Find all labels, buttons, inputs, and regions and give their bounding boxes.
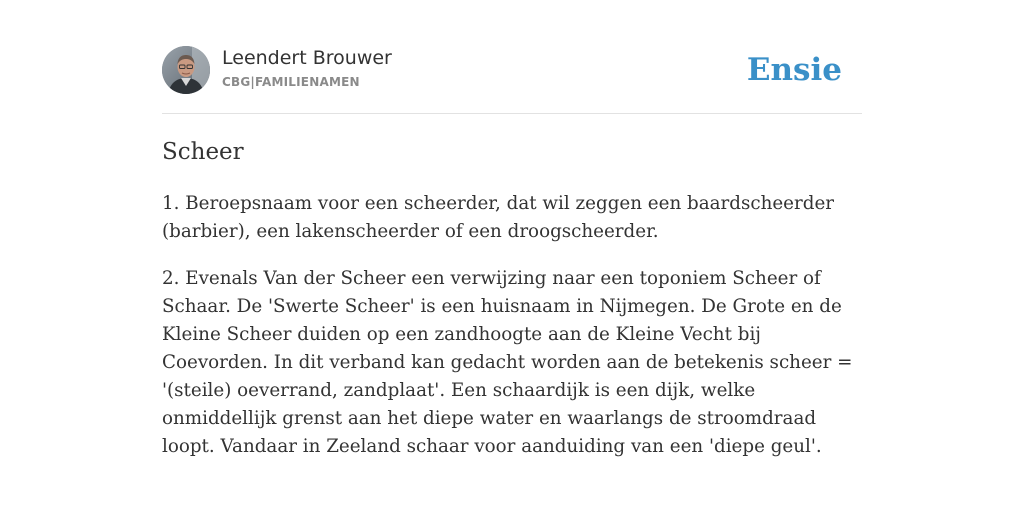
avatar-photo-icon [162, 46, 210, 94]
paragraph: 2. Evenals Van der Scheer een verwijzing naar een toponiem Scheer of Schaar. De 'Swerte Scheer' is een huisnaam in Nijmegen. De Grote en de Kleine Scheer duiden op een zandhoogte aan de Kleine Vecht bij Coevorden. In dit verband kan gedacht worden aan de betekenis scheer = '(steile) oeverrand, zandplaat'. Een schaardijk is een dijk, welke onmiddellijk grenst aan het diepe water en waarlangs de stroomdraad loopt. Vandaar in Zeeland schaar voor aanduiding van een 'diepe geul'. [162, 268, 853, 457]
brand-logo[interactable]: Ensie [746, 52, 842, 88]
article-card [162, 0, 862, 512]
header-divider [162, 113, 862, 114]
author-source: CBG|FAMILIENAMEN [222, 75, 360, 89]
article-title: Scheer [162, 139, 244, 165]
author-avatar[interactable] [162, 46, 210, 94]
paragraph: 1. Beroepsnaam voor een scheerder, dat wil zeggen een baardscheerder (barbier), een lakenscheerder of een droogscheerder. [162, 193, 834, 242]
article-body [162, 190, 862, 480]
author-name[interactable]: Leendert Brouwer [222, 47, 392, 69]
article-header [162, 46, 862, 96]
